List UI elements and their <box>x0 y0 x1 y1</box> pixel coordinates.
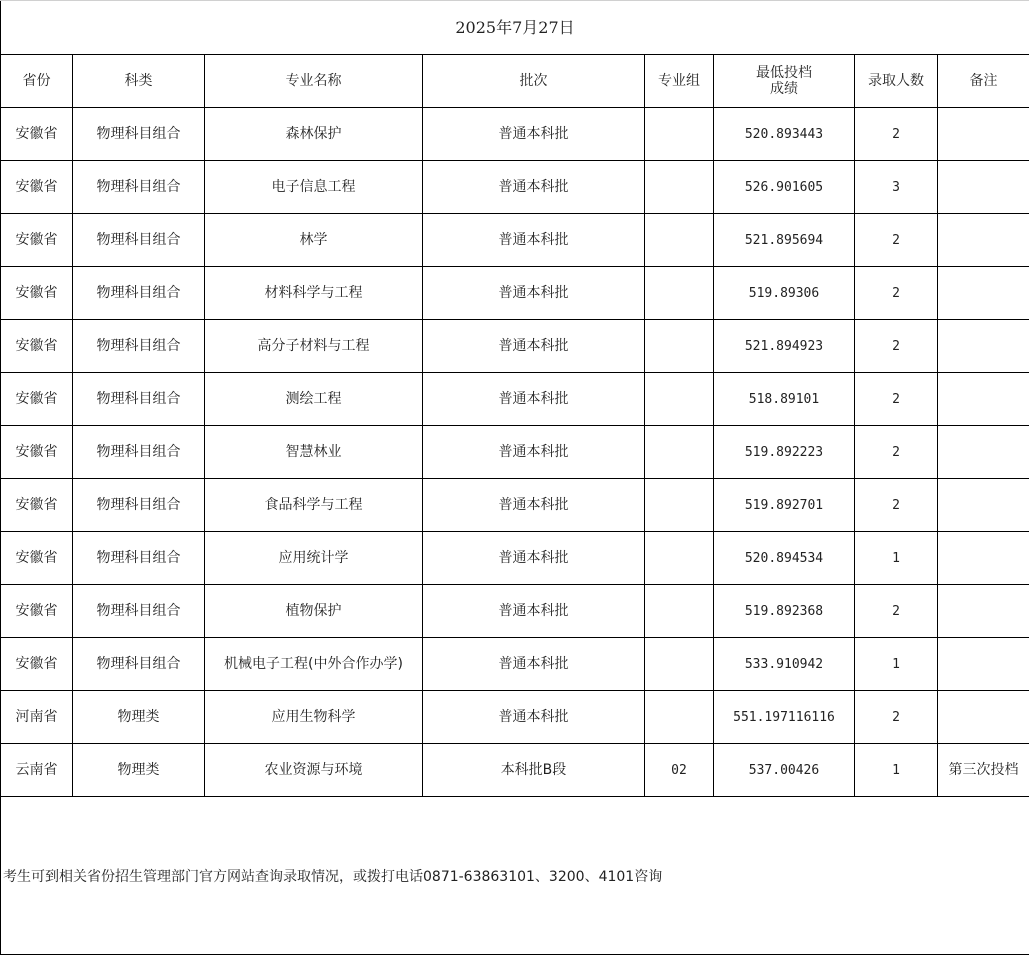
cell-category: 物理科目组合 <box>73 479 205 532</box>
table-row <box>1 585 1029 638</box>
cell-category: 物理类 <box>73 691 205 744</box>
cell-batch: 普通本科批 <box>423 373 645 426</box>
cell-province: 安徽省 <box>1 373 73 426</box>
table-row <box>1 161 1029 214</box>
cell-score: 526.901605 <box>714 161 855 214</box>
cell-batch: 普通本科批 <box>423 161 645 214</box>
cell-remark <box>938 479 1029 532</box>
header-count: 录取人数 <box>855 55 938 108</box>
cell-group <box>645 161 714 214</box>
cell-province: 安徽省 <box>1 532 73 585</box>
cell-major: 电子信息工程 <box>205 161 423 214</box>
cell-remark <box>938 691 1029 744</box>
table-row <box>1 108 1029 161</box>
cell-group <box>645 373 714 426</box>
cell-count: 2 <box>855 479 938 532</box>
cell-category: 物理类 <box>73 744 205 797</box>
cell-category: 物理科目组合 <box>73 320 205 373</box>
header-remark: 备注 <box>938 55 1029 108</box>
cell-remark <box>938 585 1029 638</box>
note-cell <box>1 797 1029 955</box>
cell-category: 物理科目组合 <box>73 638 205 691</box>
header-score-line1: 最低投档 <box>756 65 812 81</box>
cell-score: 518.89101 <box>714 373 855 426</box>
cell-score: 519.892223 <box>714 426 855 479</box>
cell-count: 2 <box>855 267 938 320</box>
header-score <box>714 55 855 108</box>
cell-major: 农业资源与环境 <box>205 744 423 797</box>
cell-major: 测绘工程 <box>205 373 423 426</box>
cell-category: 物理科目组合 <box>73 214 205 267</box>
cell-batch: 本科批B段 <box>423 744 645 797</box>
cell-remark <box>938 320 1029 373</box>
cell-count: 2 <box>855 585 938 638</box>
cell-remark <box>938 161 1029 214</box>
cell-category: 物理科目组合 <box>73 108 205 161</box>
cell-count: 3 <box>855 161 938 214</box>
table-row <box>1 532 1029 585</box>
contact-note: 考生可到相关省份招生管理部门官方网站查询录取情况，或拨打电话0871-63863101、3200、4101咨询 <box>3 869 663 885</box>
cell-count: 2 <box>855 426 938 479</box>
header-province: 省份 <box>1 55 73 108</box>
cell-province: 安徽省 <box>1 638 73 691</box>
table-row <box>1 214 1029 267</box>
title-row <box>1 1 1029 55</box>
table-row <box>1 479 1029 532</box>
cell-score: 519.892701 <box>714 479 855 532</box>
header-batch: 批次 <box>423 55 645 108</box>
cell-batch: 普通本科批 <box>423 585 645 638</box>
cell-major: 应用生物科学 <box>205 691 423 744</box>
cell-category: 物理科目组合 <box>73 532 205 585</box>
cell-score: 519.892368 <box>714 585 855 638</box>
cell-category: 物理科目组合 <box>73 373 205 426</box>
cell-score: 537.00426 <box>714 744 855 797</box>
cell-score: 519.89306 <box>714 267 855 320</box>
cell-group <box>645 638 714 691</box>
cell-category: 物理科目组合 <box>73 426 205 479</box>
cell-province: 云南省 <box>1 744 73 797</box>
cell-remark <box>938 532 1029 585</box>
table-row <box>1 373 1029 426</box>
cell-batch: 普通本科批 <box>423 479 645 532</box>
cell-score: 533.910942 <box>714 638 855 691</box>
cell-province: 安徽省 <box>1 320 73 373</box>
cell-remark <box>938 426 1029 479</box>
cell-batch: 普通本科批 <box>423 691 645 744</box>
cell-batch: 普通本科批 <box>423 426 645 479</box>
cell-major: 智慧林业 <box>205 426 423 479</box>
table-row <box>1 744 1029 797</box>
cell-province: 河南省 <box>1 691 73 744</box>
cell-count: 2 <box>855 108 938 161</box>
cell-count: 2 <box>855 320 938 373</box>
table-row <box>1 426 1029 479</box>
cell-remark: 第三次投档 <box>938 744 1029 797</box>
header-group: 专业组 <box>645 55 714 108</box>
cell-score: 520.893443 <box>714 108 855 161</box>
table-row <box>1 691 1029 744</box>
cell-count: 1 <box>855 744 938 797</box>
cell-score: 521.894923 <box>714 320 855 373</box>
cell-count: 1 <box>855 532 938 585</box>
cell-group <box>645 108 714 161</box>
cell-batch: 普通本科批 <box>423 532 645 585</box>
cell-province: 安徽省 <box>1 479 73 532</box>
header-major: 专业名称 <box>205 55 423 108</box>
cell-group <box>645 426 714 479</box>
cell-province: 安徽省 <box>1 267 73 320</box>
cell-remark <box>938 108 1029 161</box>
cell-remark <box>938 267 1029 320</box>
cell-province: 安徽省 <box>1 108 73 161</box>
cell-group <box>645 585 714 638</box>
note-row <box>1 797 1029 955</box>
header-score-line2: 成绩 <box>770 81 798 97</box>
cell-group: 02 <box>645 744 714 797</box>
cell-group <box>645 320 714 373</box>
cell-count: 1 <box>855 638 938 691</box>
cell-major: 应用统计学 <box>205 532 423 585</box>
cell-batch: 普通本科批 <box>423 267 645 320</box>
table-row <box>1 638 1029 691</box>
cell-score: 551.197116116 <box>714 691 855 744</box>
cell-batch: 普通本科批 <box>423 638 645 691</box>
table-row <box>1 267 1029 320</box>
cell-group <box>645 214 714 267</box>
cell-major: 林学 <box>205 214 423 267</box>
table-header-row <box>1 55 1029 108</box>
cell-major: 森林保护 <box>205 108 423 161</box>
cell-category: 物理科目组合 <box>73 161 205 214</box>
cell-category: 物理科目组合 <box>73 585 205 638</box>
cell-group <box>645 691 714 744</box>
cell-major: 材料科学与工程 <box>205 267 423 320</box>
cell-group <box>645 479 714 532</box>
cell-score: 521.895694 <box>714 214 855 267</box>
cell-remark <box>938 638 1029 691</box>
header-category: 科类 <box>73 55 205 108</box>
cell-province: 安徽省 <box>1 585 73 638</box>
cell-group <box>645 267 714 320</box>
cell-count: 2 <box>855 373 938 426</box>
cell-province: 安徽省 <box>1 426 73 479</box>
cell-group <box>645 532 714 585</box>
cell-batch: 普通本科批 <box>423 108 645 161</box>
cell-remark <box>938 214 1029 267</box>
page-title: 2025年7月27日 <box>1 1 1029 55</box>
cell-count: 2 <box>855 691 938 744</box>
cell-batch: 普通本科批 <box>423 320 645 373</box>
cell-score: 520.894534 <box>714 532 855 585</box>
cell-major: 植物保护 <box>205 585 423 638</box>
cell-count: 2 <box>855 214 938 267</box>
cell-major: 机械电子工程(中外合作办学) <box>205 638 423 691</box>
cell-remark <box>938 373 1029 426</box>
cell-province: 安徽省 <box>1 161 73 214</box>
cell-major: 高分子材料与工程 <box>205 320 423 373</box>
table-row <box>1 320 1029 373</box>
cell-category: 物理科目组合 <box>73 267 205 320</box>
cell-province: 安徽省 <box>1 214 73 267</box>
cell-major: 食品科学与工程 <box>205 479 423 532</box>
cell-batch: 普通本科批 <box>423 214 645 267</box>
